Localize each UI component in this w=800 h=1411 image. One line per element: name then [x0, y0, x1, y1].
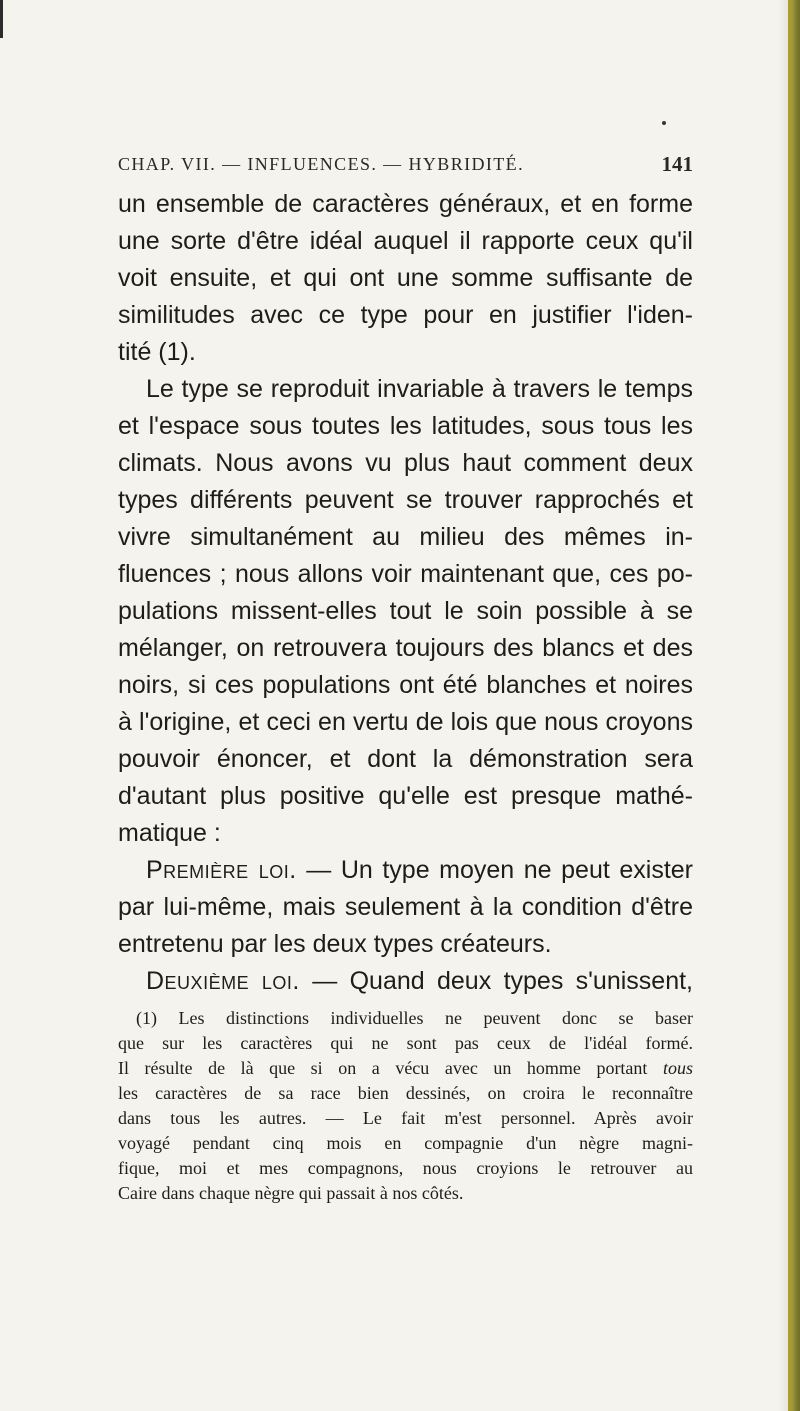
- text-line: à l'origine, et ceci en vertu de lois que nous croyons: [118, 708, 693, 736]
- footnote-line: dans tous les autres. — Le fait m'est personnel. Après avoir: [118, 1108, 693, 1128]
- text-line: une sorte d'être idéal auquel il rapporte ceux qu'il: [118, 227, 693, 255]
- text-line: par lui-même, mais seulement à la condition d'être: [118, 893, 693, 921]
- left-edge-rule: [0, 0, 3, 38]
- footnote-line: (1) Les distinctions individuelles ne peuvent donc se baser: [136, 1008, 693, 1028]
- footnote-line: Caire dans chaque nègre qui passait à nos côtés.: [118, 1183, 464, 1203]
- running-head-title: CHAP. VII. — INFLUENCES. — HYBRIDITÉ.: [118, 154, 524, 174]
- text-line: Le type se reproduit invariable à travers le temps: [146, 375, 693, 403]
- footnote-line: que sur les caractères qui ne sont pas ceux de l'idéal formé.: [118, 1033, 693, 1053]
- footnote-line: [118, 1056, 693, 1080]
- text-line: d'autant plus positive qu'elle est presque mathé-: [118, 782, 693, 810]
- text-line: tité (1).: [118, 338, 196, 366]
- law-1-label: Première loi.: [146, 856, 297, 884]
- spine-shadow: [778, 0, 788, 1411]
- book-spine-edge: [788, 0, 800, 1411]
- text-line: voit ensuite, et qui ont une somme suffisante de: [118, 264, 693, 292]
- text-line: matique :: [118, 819, 221, 847]
- footnote-line: fique, moi et mes compagnons, nous croyions le retrouver au: [118, 1158, 693, 1178]
- page-number: 141: [661, 152, 693, 176]
- law-2-label: Deuxième loi.: [146, 967, 300, 995]
- law-1-text: — Un type moyen ne peut exister: [306, 856, 693, 884]
- footnote-line: voyagé pendant cinq mois en compagnie d'un nègre magni-: [118, 1133, 693, 1153]
- text-line: un ensemble de caractères généraux, et en forme: [118, 190, 693, 218]
- law-1-first-line: [146, 852, 693, 888]
- ink-speck: [662, 121, 666, 125]
- footnote-italic: tous: [662, 1058, 693, 1078]
- text-line: climats. Nous avons vu plus haut comment deux: [118, 449, 693, 477]
- footnote-line: les caractères de sa race bien dessinés, on croira le reconnaître: [118, 1083, 693, 1103]
- footnote-text: Il résulte de là que si on a vécu avec un homme portant: [118, 1058, 648, 1078]
- law-2-first-line: [146, 963, 693, 999]
- running-head: [118, 154, 693, 180]
- text-line: similitudes avec ce type pour en justifier l'iden-: [118, 301, 693, 329]
- text-line: vivre simultanément au milieu des mêmes in-: [118, 523, 693, 551]
- text-line: types différents peuvent se trouver rapprochés et: [118, 486, 693, 514]
- text-line: pouvoir énoncer, et dont la démonstration sera: [118, 745, 693, 773]
- text-line: pulations missent-elles tout le soin possible à se: [118, 597, 693, 625]
- law-2-text: — Quand deux types s'unissent,: [312, 967, 693, 995]
- text-line: noirs, si ces populations ont été blanches et noires: [118, 671, 693, 699]
- text-line: fluences ; nous allons voir maintenant que, ces po-: [118, 560, 693, 588]
- text-line: et l'espace sous toutes les latitudes, sous tous les: [118, 412, 693, 440]
- text-line: mélanger, on retrouvera toujours des blancs et des: [118, 634, 693, 662]
- text-line: entretenu par les deux types créateurs.: [118, 930, 552, 958]
